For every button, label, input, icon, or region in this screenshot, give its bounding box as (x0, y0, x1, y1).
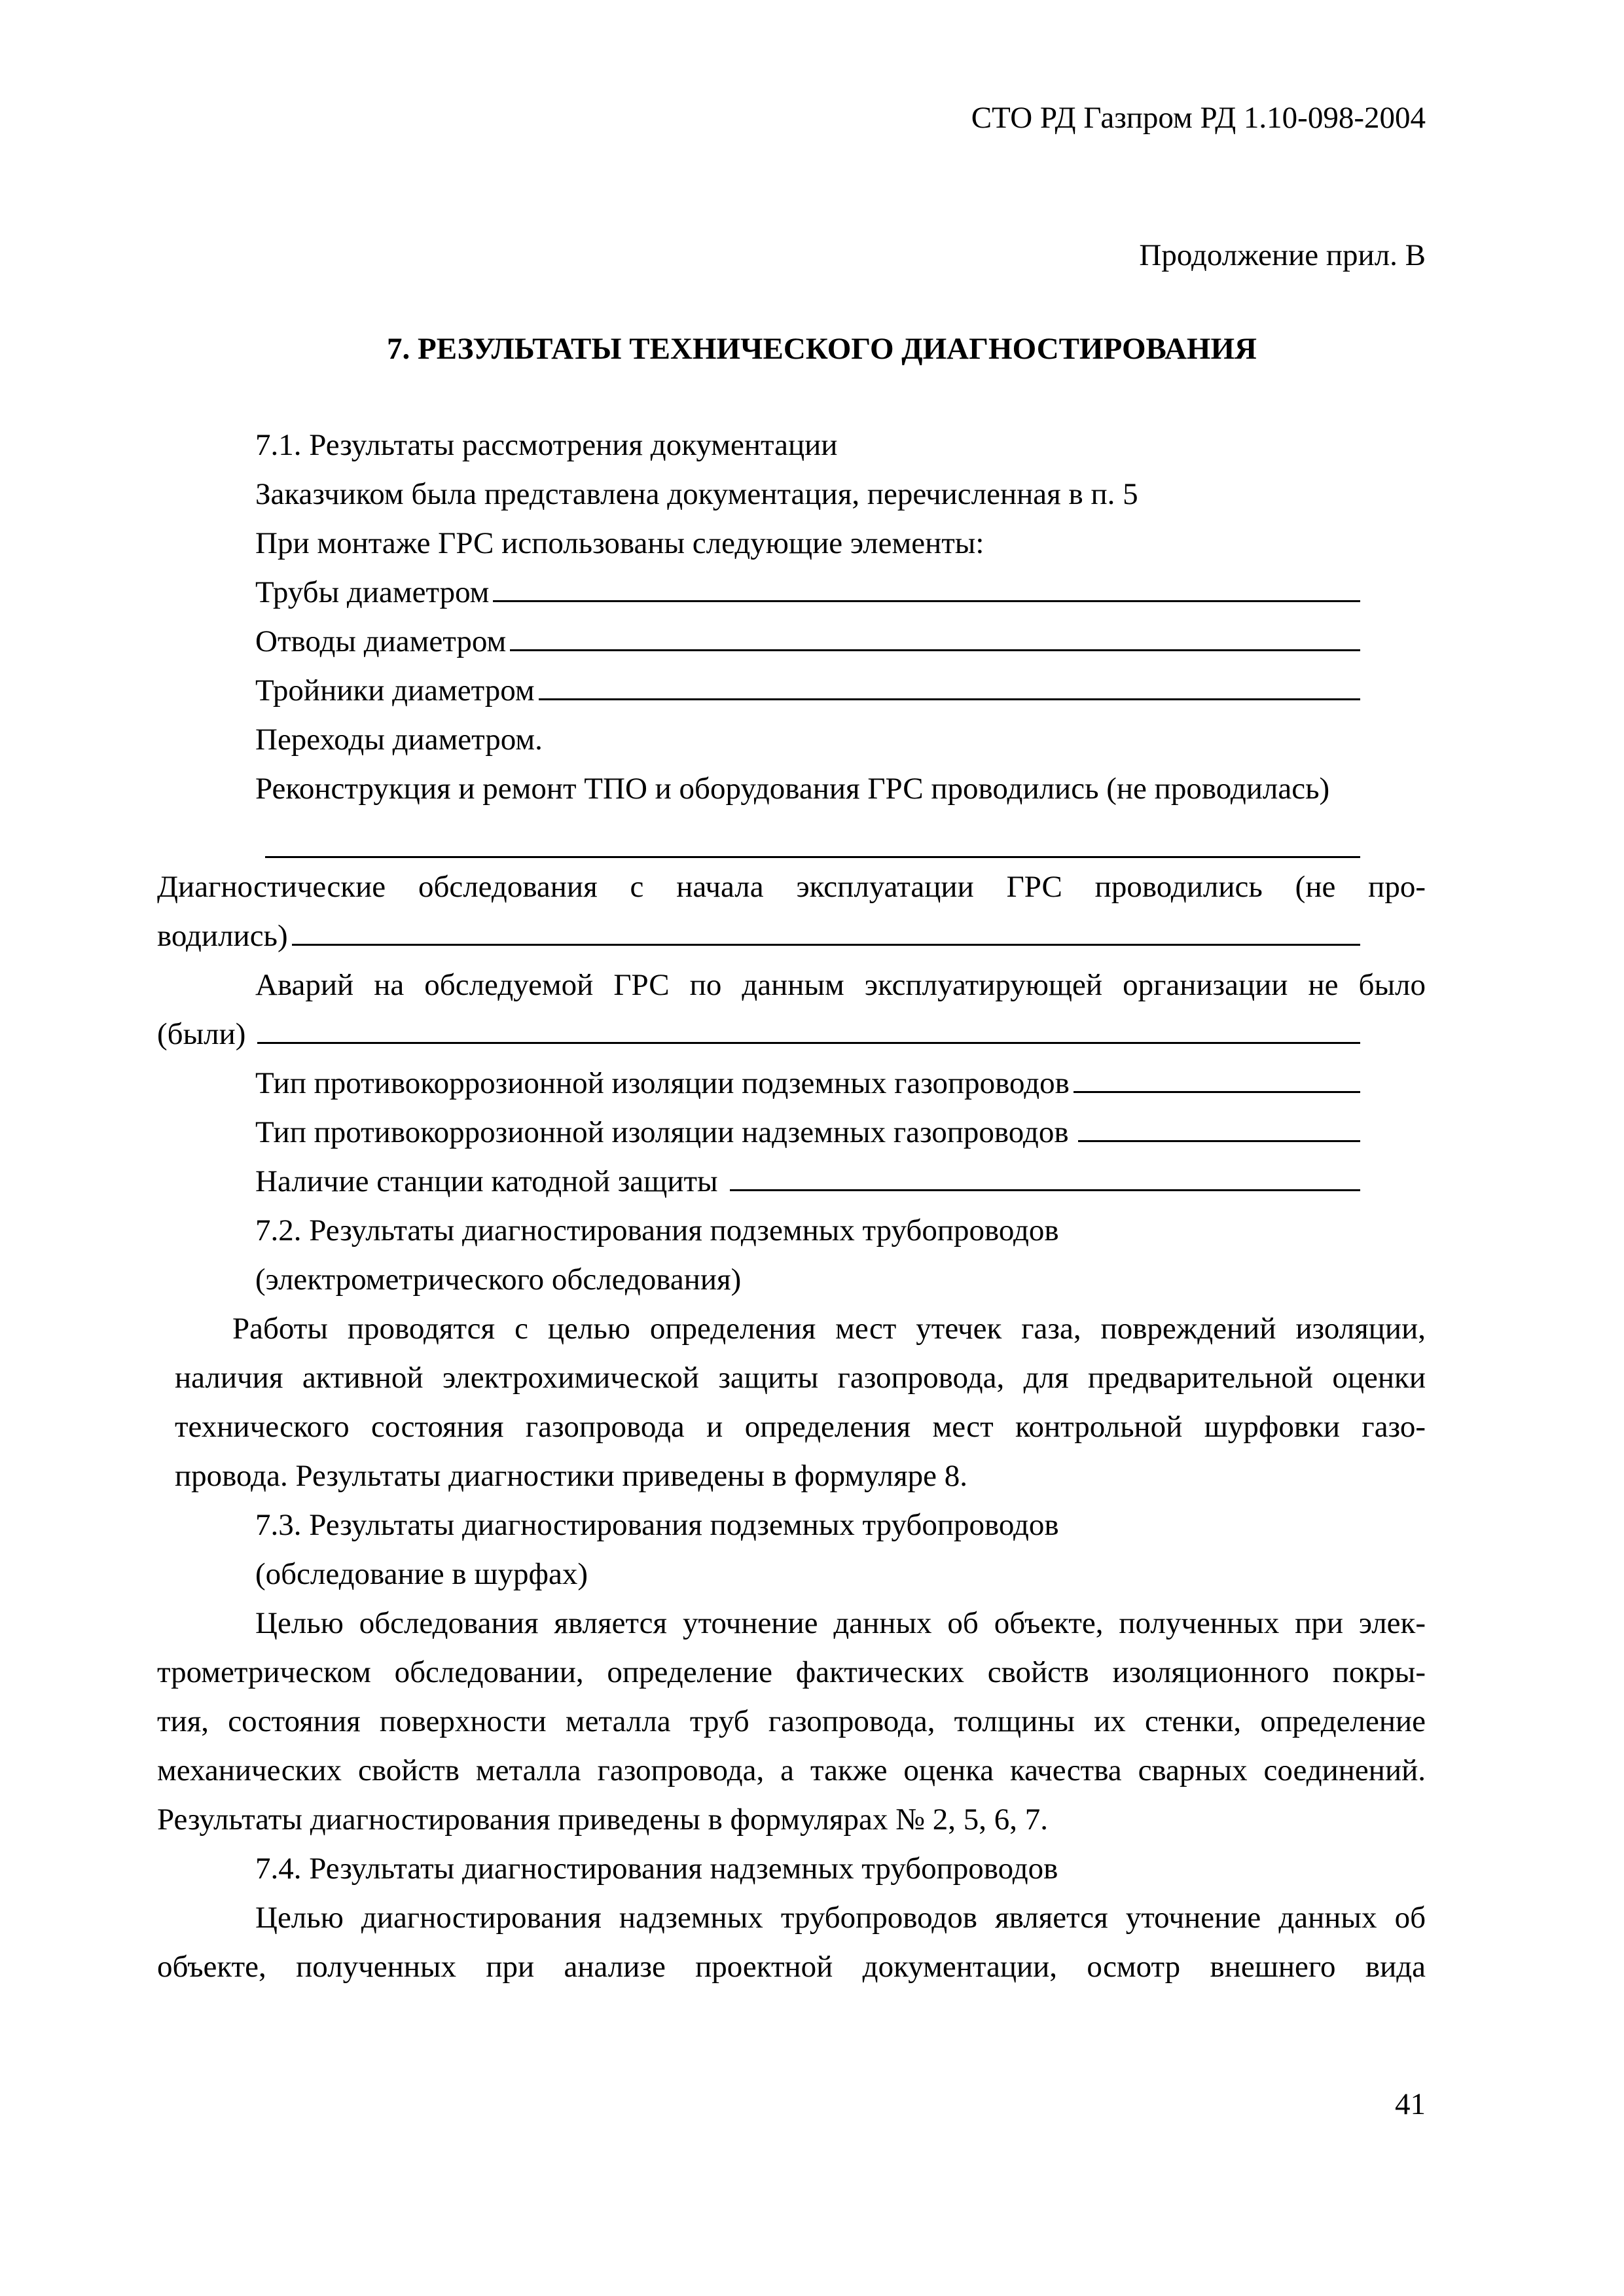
cathodic-label: Наличие станции катодной защиты (255, 1164, 718, 1198)
accidents-blank (257, 1016, 1360, 1044)
s73-heading: 7.3. Результаты диагностирования подземных трубопроводов (255, 1508, 1059, 1542)
insulation-aboveground-field (255, 1113, 1360, 1152)
cathodic-blank (730, 1163, 1360, 1191)
tees-blank (539, 672, 1360, 700)
insulation-underground-blank (1074, 1065, 1360, 1093)
s74-para-line2: объекте, полученных при анализе проектной документации, осмотр внешнего вида (157, 1950, 1426, 1984)
diagnostics-line-a: Диагностические обследования с начала эксплуатации ГРС проводились (не про- (157, 870, 1426, 904)
insulation-underground-field (255, 1064, 1360, 1103)
tees-field (255, 671, 1360, 710)
insulation-aboveground-blank (1078, 1114, 1360, 1142)
diagnostics-field (157, 916, 1360, 956)
s71-heading: 7.1. Результаты рассмотрения документации (255, 428, 838, 462)
s72-para-line3: технического состояния газопровода и определения мест контрольной шурфовки газо- (175, 1410, 1426, 1444)
cathodic-field (255, 1162, 1360, 1201)
s72-subheading: (электрометрического обследования) (255, 1263, 742, 1297)
pipes-field (255, 573, 1360, 612)
s74-para-line1: Целью диагностирования надземных трубопроводов является уточнение данных об (255, 1901, 1426, 1935)
accidents-field (157, 1014, 1360, 1054)
pipes-label: Трубы диаметром (255, 575, 490, 609)
diagnostics-label: водились) (157, 919, 288, 953)
tees-label: Тройники диаметром (255, 673, 535, 708)
s72-para-line1: Работы проводятся с целью определения мест утечек газа, повреждений изоляции, (232, 1312, 1426, 1346)
s73-subheading: (обследование в шурфах) (255, 1557, 588, 1591)
reducers-label: Переходы диаметром. (255, 723, 543, 757)
continuation-note: Продолжение прил. В (1139, 238, 1426, 272)
s73-para-line2: трометрическом обследовании, определение фактических свойств изоляционного покры- (157, 1655, 1426, 1689)
section-title: 7. РЕЗУЛЬТАТЫ ТЕХНИЧЕСКОГО ДИАГНОСТИРОВАНИЯ (387, 332, 1257, 366)
s71-line1: Заказчиком была представлена документация, перечисленная в п. 5 (255, 477, 1138, 511)
accidents-line-a: Аварий на обследуемой ГРС по данным эксплуатирующей организации не было (255, 968, 1426, 1002)
reconstruction-line: Реконструкция и ремонт ТПО и оборудования ГРС проводились (не проводилась) (255, 772, 1330, 806)
s72-para-line2: наличия активной электрохимической защиты газопровода, для предварительной оценки (175, 1361, 1426, 1395)
bends-blank (510, 623, 1360, 651)
s73-para-line5: Результаты диагностирования приведены в формулярах № 2, 5, 6, 7. (157, 1803, 1048, 1837)
accidents-label: (были) (157, 1017, 246, 1051)
s73-para-line3: тия, состояния поверхности металла труб газопровода, толщины их стенки, определение (157, 1704, 1426, 1738)
document-code: СТО РД Газпром РД 1.10-098-2004 (971, 101, 1426, 135)
reconstruction-blank (265, 856, 1360, 858)
s73-para-line4: механических свойств металла газопровода, а также оценка качества сварных соединений. (157, 1753, 1426, 1787)
s73-para-line1: Целью обследования является уточнение данных об объекте, полученных при элек- (255, 1606, 1426, 1640)
s72-heading: 7.2. Результаты диагностирования подземных трубопроводов (255, 1213, 1059, 1247)
insulation-aboveground-label: Тип противокоррозионной изоляции надземных газопроводов (255, 1115, 1069, 1149)
pipes-blank (493, 574, 1360, 602)
s74-heading: 7.4. Результаты диагностирования надземных трубопроводов (255, 1852, 1058, 1886)
page-number: 41 (1395, 2087, 1426, 2121)
s71-line2: При монтаже ГРС использованы следующие элементы: (255, 526, 984, 560)
bends-field (255, 622, 1360, 661)
bends-label: Отводы диаметром (255, 624, 507, 658)
diagnostics-blank (292, 918, 1360, 946)
insulation-underground-label: Тип противокоррозионной изоляции подземных газопроводов (255, 1066, 1070, 1100)
s72-para-line4: провода. Результаты диагностики приведены в формуляре 8. (175, 1459, 967, 1493)
